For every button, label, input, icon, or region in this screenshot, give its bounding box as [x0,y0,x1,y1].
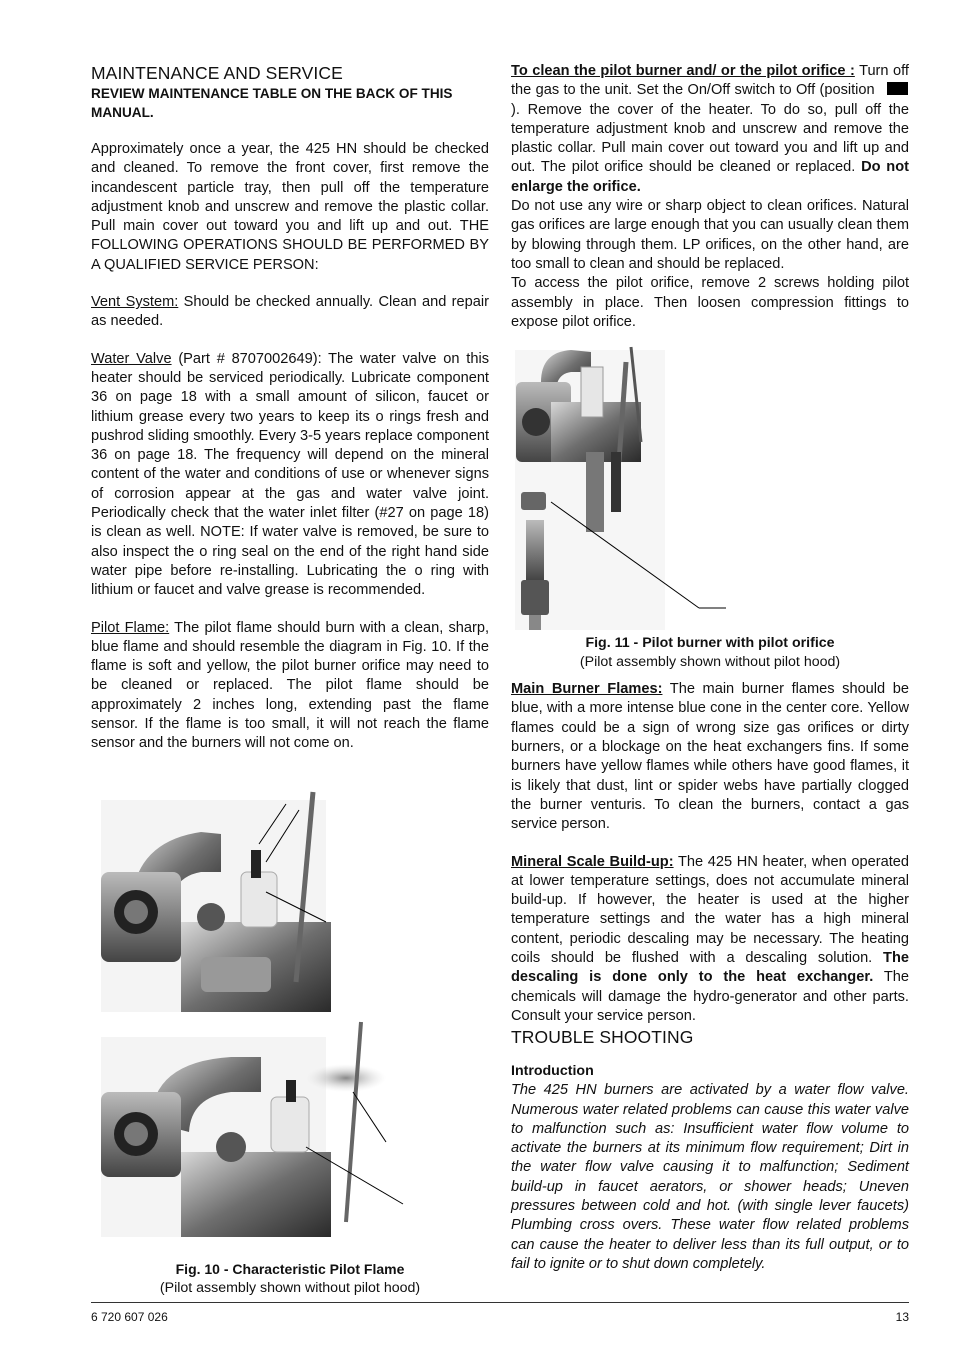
page-number: 13 [895,1310,909,1324]
clean-text-a: Turn off the gas to the unit. Set the On/Off switch to Off (position [511,63,909,99]
fig11-subcaption: (Pilot assembly shown without pilot hood) [579,654,841,671]
scale-paragraph [511,853,909,1027]
main-burner-label: Main Burner Flames: [511,681,663,698]
fig11-photo [511,342,909,634]
left-column [91,62,489,1298]
scale-text2: The chemicals will damage the hydro-generator and other parts. Consult your service person. [511,969,909,1024]
introduction-title: Introduction [511,1063,594,1080]
water-label: Water Valve [91,350,172,367]
clean-bold: Do not enlarge the orifice. [511,159,909,195]
main-burner-paragraph [511,680,909,834]
section-subtitle: REVIEW MAINTENANCE TABLE ON THE BACK OF THIS MANUAL. [91,86,453,120]
wire-paragraph: Do not use any wire or sharp object to clean orifices. Natural gas orifices are large enough that you can usually clean them by blowing through them. LP orifices, on the other hand, are too small to clean and should be replaced. [511,198,909,272]
clean-paragraph [511,62,909,197]
pilot-paragraph [91,619,489,754]
scale-text: The 425 HN heater, when operated at lower temperature settings, does not accumulate mineral build-up. If however, the heater is used at the higher temperature settings and the water has a high mineral content, periodic descaling may be necessary. The heating coils should be flushed with a descaling solution. [511,853,909,967]
footer-divider [91,1302,909,1303]
fig10-caption: Fig. 10 - Characteristic Pilot Flame [175,1260,405,1277]
fig10-subcaption: (Pilot assembly shown without pilot hood) [159,1279,421,1296]
pilot-text: The pilot flame should burn with a clean, sharp, blue flame and should resemble the diagram in Fig. 10. If the flame is soft and yellow, the pilot burner orifice may need to be cleaned or replaced. The pilot flame should be approximately 2 inches long, extending past the flame sensor. If the flame is too small, it will not reach the flame sensor and the burners will not come on. [91,619,490,752]
introduction-text: The 425 HN burners are activated by a water flow valve. Numerous water related problems can cause this water valve to malfunction such as: Insufficient water flow volume to activate the burners at its minimum flow requirement; Dirt in the water flow valve causing it to malfunction; Sediment build-up in faucet aerators, or shower heads; Uneven pressures between cold and hot. (with single lever faucets) Plumbing cross overs. These water flow related problems can cause the heater to deliver less than its full output, or to fail to ignite or to shut down completely. [511,1082,909,1272]
pilot-label: Pilot Flame: [91,619,170,636]
scale-label: Mineral Scale Build-up: [511,853,674,870]
scale-bold: The descaling is done only to the heat exchanger. [511,950,910,986]
access-paragraph: To access the pilot orifice, remove 2 screws holding pilot assembly in place. Then loosen compression fittings to expose pilot orifice. [511,275,909,330]
intro-paragraph: Approximately once a year, the 425 HN should be checked and cleaned. To remove the front cover, first remove the incandescent particle tray, then pull off the temperature adjustment knob and unscrew and remove the plastic collar. Pull main cover out toward you and lift up and out. THE FOLLOWING OPERATIONS SHOULD BE PERFORMED BY A QUALIFIED SERVICE PERSON: [91,141,489,273]
section-title: MAINTENANCE AND SERVICE [91,63,343,83]
fig11-figure [511,342,909,634]
right-column [511,62,909,1274]
main-burner-text: The main burner flames should be blue, with a more intense blue cone in the center core. Yellow flames could be a sign of wrong size gas orifices or dirty burners, or a blockage on the heat exchangers fins. If some burners have yellow flames while others have good flames, it is likely that dust, lint or spider webs have partially clogged the burner venturis. To clean the burners, contact a gas service person. [511,681,909,833]
fig10-figure [91,772,489,1260]
document-number: 6 720 607 026 [91,1310,168,1324]
fig10-photo [91,772,489,1260]
water-text: (Part # 8707002649): The water valve on this heater should be serviced periodically. Lubricate component 36 on page 18 with a small amount of silicon, faucet or lithium grease every two years to keep its o rings fresh and pushrod sliding smoothly. Every 3-5 years replace component 36 on page 18. The frequency will depend on the mineral content of the water and conditions of use or whenever signs of corrosion appear at the gas and water valve joint. Periodically check that the water inlet filter (#27 on page 18) is clean as well. NOTE: If water valve is removed, be sure to also inspect the o ring seal on the end of the right hand side water pipe before re-installing. Lubricating the o ring with lithium or faucet and valve grease is recommended. [91,350,490,599]
clean-label: To clean the pilot burner and/ or the pilot orifice : [511,63,855,79]
off-position-symbol-icon [887,82,908,95]
water-paragraph [91,350,489,601]
vent-text: Should be checked annually. Clean and repair as needed. [91,294,489,330]
fig11-caption: Fig. 11 - Pilot burner with pilot orifice [585,635,835,652]
vent-paragraph [91,293,489,332]
vent-label: Vent System: [91,294,179,311]
trouble-shooting-title: TROUBLE SHOOTING [511,1027,694,1048]
clean-text-b: ). Remove the cover of the heater. To do so, pull off the temperature adjustment knob and unscrew and remove the plastic collar. Pull main cover out toward you and lift up and out. The pilot orifice should be cleaned or replaced. [511,101,909,176]
